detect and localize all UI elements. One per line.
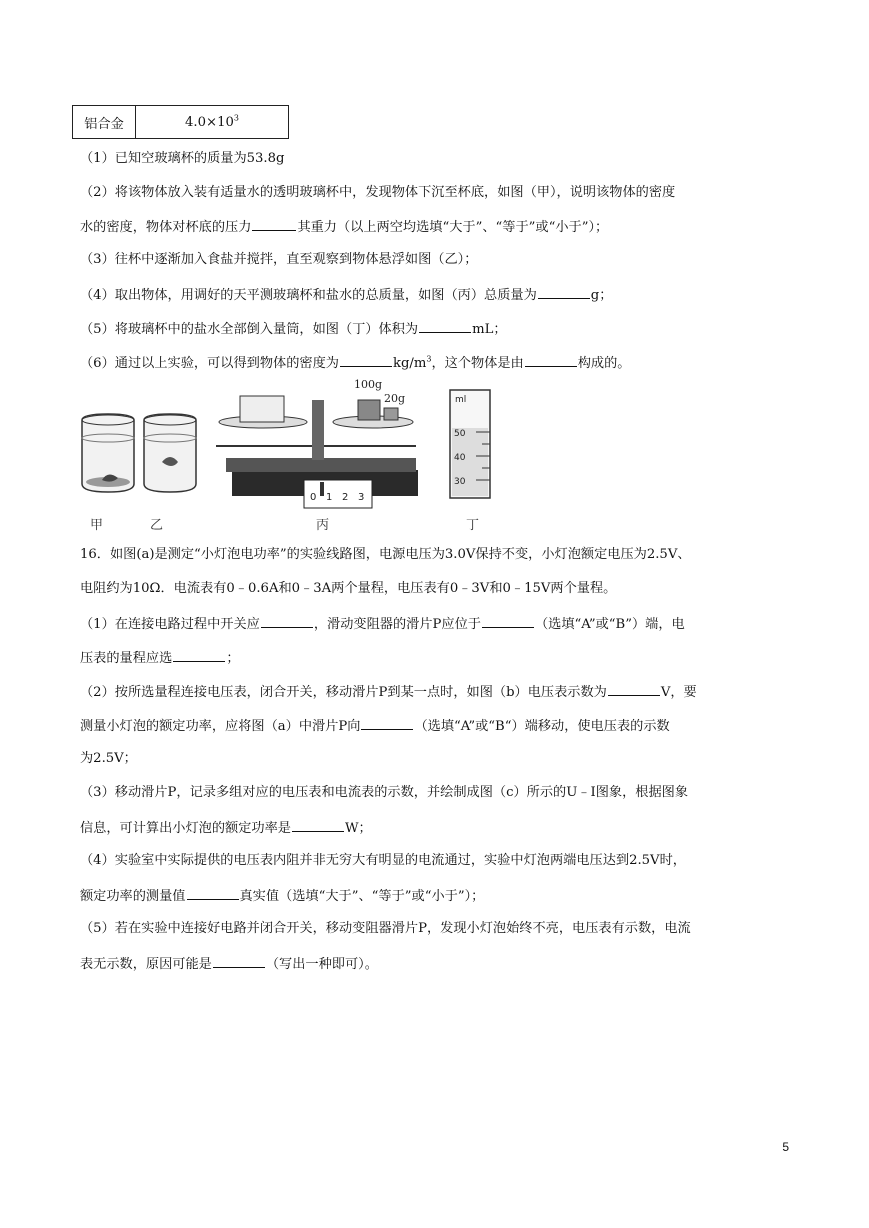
answer-blank[interactable] — [252, 217, 296, 231]
answer-blank[interactable] — [361, 716, 413, 730]
table-row — [73, 106, 289, 139]
cup — [240, 396, 284, 422]
q15-line-1: （1）已知空玻璃杯的质量为53.8g — [80, 151, 285, 166]
q16-line-5: （2）按所选量程连接电压表，闭合开关，移动滑片P到某一点时，如图（b）电压表示数为 V，要 — [80, 682, 697, 702]
density-cell: $4.0\times 10^3$ — [136, 106, 289, 139]
svg-text:1: 1 — [326, 492, 333, 503]
weight-20g — [384, 408, 398, 420]
weight-100g — [358, 400, 380, 420]
q15-line-7: （6）通过以上实验，可以得到物体的密度为 $kg/m^3$，这个物体是由 构成的。 — [80, 354, 631, 371]
q16-line-2: 电阻约为10Ω．电流表有0﹣0.6A和0﹣3A两个量程，电压表有0﹣3V和0﹣15V两个量程。 — [80, 581, 617, 596]
svg-text:2: 2 — [342, 492, 349, 503]
q16-line-3: （1）在连接电路过程中开关应 ，滑动变阻器的滑片P应位于 （选填“A”或“B”）端，电 — [80, 614, 685, 634]
q15-line-3: 水的密度，物体对杯底的压力 其重力（以上两空均选填“大于”、“等于”或“小于”）； — [80, 217, 608, 237]
answer-blank[interactable] — [292, 818, 344, 832]
q16-line-8: （3）移动滑片P，记录多组对应的电压表和电流表的示数，并绘制成图（c）所示的U﹣I图象，根据图象 — [80, 785, 689, 800]
cylinder-tick: 30 — [454, 477, 466, 487]
answer-blank[interactable] — [340, 353, 392, 367]
q16-line-9: 信息，可计算出小灯泡的额定功率是 W； — [80, 818, 372, 838]
svg-text:0: 0 — [310, 492, 317, 503]
page-number: 5 — [782, 1140, 789, 1154]
figure-label-bing: 丙 — [316, 518, 330, 533]
answer-blank[interactable] — [608, 682, 660, 696]
q16-line-6: 测量小灯泡的额定功率，应将图（a）中滑片P向 （选填“A”或“B“）端移动，使电压表的示数 — [80, 716, 670, 736]
beakers-figure — [78, 410, 204, 498]
q16-line-1: 16．如图(a)是测定“小灯泡电功率”的实验线路图，电源电压为3.0V保持不变，小灯泡额定电压为2.5V、 — [80, 547, 691, 562]
answer-blank[interactable] — [419, 319, 471, 333]
answer-blank[interactable] — [213, 954, 265, 968]
q16-line-10: （4）实验室中实际提供的电压表内阻并非无穷大有明显的电流通过，实验中灯泡两端电压达到2.5V时， — [80, 853, 686, 868]
cylinder-unit: ml — [455, 395, 467, 405]
cylinder-tick: 40 — [454, 453, 466, 463]
q15-line-2: （2）将该物体放入装有适量水的透明玻璃杯中，发现物体下沉至杯底，如图（甲），说明该物体的密度 — [80, 185, 676, 200]
answer-blank[interactable] — [482, 614, 534, 628]
q15-line-4: （3）往杯中逐渐加入食盐并搅拌，直至观察到物体悬浮如图（乙）； — [80, 252, 478, 267]
q16-line-4: 压表的量程应选 ； — [80, 648, 240, 668]
q16-line-11: 额定功率的测量值 真实值（选填“大于”、“等于”或“小于”）； — [80, 886, 484, 906]
answer-blank[interactable] — [187, 886, 239, 900]
q16-line-7: 为2.5V； — [80, 751, 137, 766]
weight-label-100g: 100g — [354, 378, 383, 391]
answer-blank[interactable] — [525, 353, 577, 367]
figure-label-jia: 甲 — [90, 518, 104, 533]
density-table — [72, 105, 289, 139]
cylinder-figure — [446, 386, 494, 502]
beaker-jia — [82, 414, 134, 492]
q16-line-13: 表无示数，原因可能是 （写出一种即可）。 — [80, 954, 378, 974]
material-cell: 铝合金 — [73, 106, 136, 139]
answer-blank[interactable] — [173, 648, 225, 662]
beaker-yi — [144, 414, 196, 492]
answer-blank[interactable] — [538, 285, 590, 299]
q15-line-5: （4）取出物体，用调好的天平测玻璃杯和盐水的总质量，如图（丙）总质量为 g； — [80, 285, 612, 305]
figure-label-yi: 乙 — [150, 518, 164, 533]
q16-line-12: （5）若在实验中连接好电路并闭合开关，移动变阻器滑片P，发现小灯泡始终不亮，电压表有示数，电流 — [80, 921, 691, 936]
figure-label-ding: 丁 — [466, 518, 480, 533]
answer-blank[interactable] — [261, 614, 313, 628]
weight-label-20g: 20g — [384, 392, 406, 405]
balance-figure — [208, 374, 418, 512]
svg-text:3: 3 — [358, 492, 365, 503]
cylinder-tick: 50 — [454, 429, 466, 439]
q15-line-6: （5）将玻璃杯中的盐水全部倒入量筒，如图（丁）体积为 mL； — [80, 319, 507, 339]
